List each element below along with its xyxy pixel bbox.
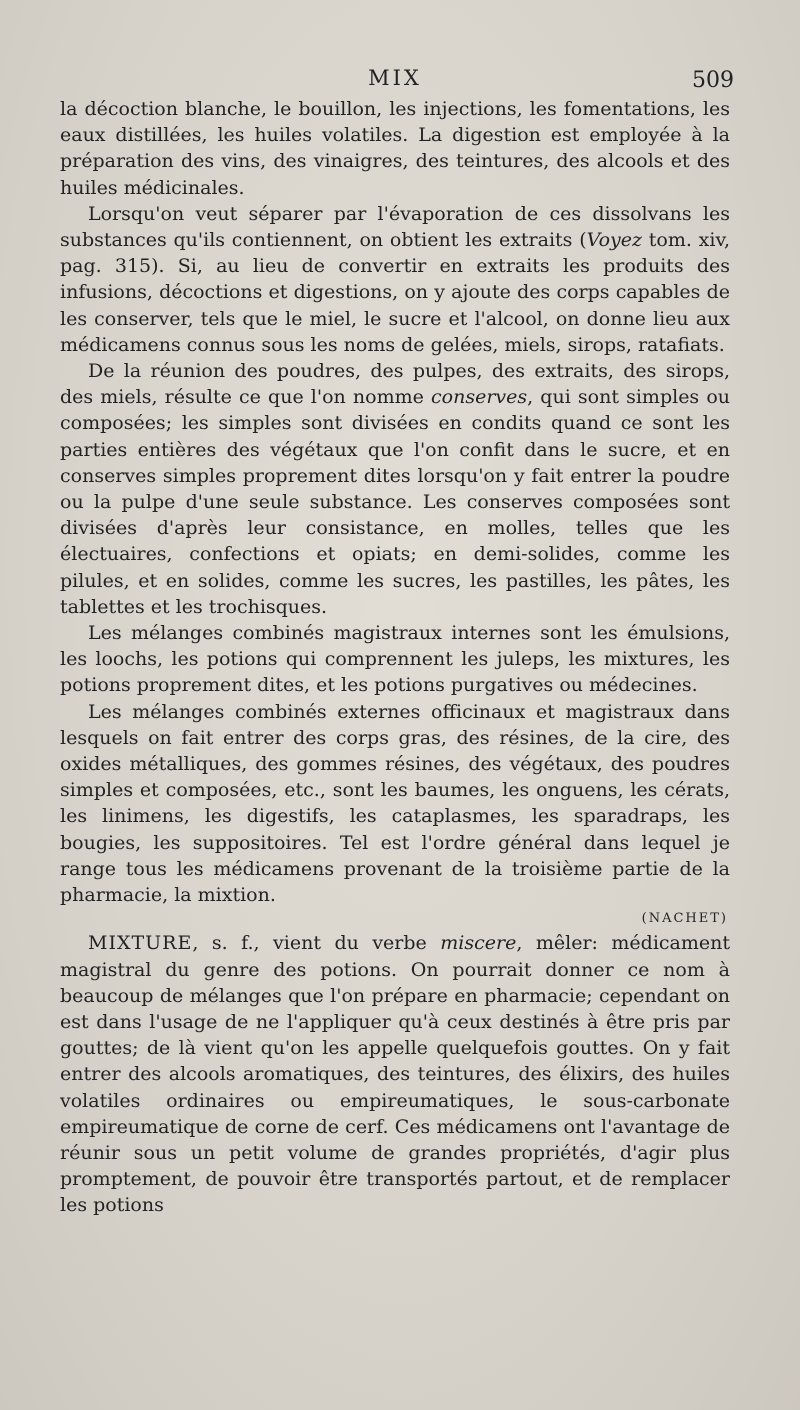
miscere-term: miscere [440,932,517,955]
conserves-term: conserves [431,386,528,409]
page-number: 509 [692,68,734,93]
entry-mixture [60,930,730,1218]
paragraph-extraits-part-a: Lorsqu'on veut séparer par l'évaporation de ces dissolvans les substances qu'ils contiennent, on obtient les extraits ( [60,202,730,252]
entry-mixture-part-b: , mêler: médicament magistral du genre des potions. On pourrait donner ce nom à beaucoup de mélanges que l'on prépare en pharmacie; cependant on est dans l'usage de ne l'appliquer qu'à ceux destinés à être pris par gouttes; de là vient qu'on les appelle quelquefois gouttes. On y fait entrer des alcools aromatiques, des teintures, des élixirs, des huiles volatiles ordinaires ou empireumatiques, le sous-carbonate empireumatique de corne de cerf. Ces médicamens ont l'avantage de réunir sous un petit volume de grandes propriétés, d'agir plus promptement, de pouvoir être transportés partout, et de remplacer les potions [60,932,731,1217]
page-header [60,62,734,96]
paragraph-conserves-part-b: , qui sont simples ou composées; les simples sont divisées en condits quand ce sont les parties entières des végétaux que l'on confit dans le sucre, et en conserves simples proprement dites lorsqu'on y fait entrer la poudre ou la pulpe d'une seule substance. Les conserves composées sont divisées d'après leur consistance, en molles, telles que les électuaires, confections et opiats; en demi-solides, comme les pilules, et en solides, comme les sucres, les pastilles, les pâtes, les tablettes et les trochisques. [60,386,730,618]
entry-headword: MIXTURE [88,932,193,955]
author-signature: (NACHET) [641,911,728,927]
entry-mixture-part-a: , s. f., vient du verbe [192,932,441,955]
paragraph-extraits-part-b: tom. xiv, pag. 315). Si, au lieu de convertir en extraits les produits des infusions, décoctions et digestions, on y ajoute des corps capables de les conserver, tels que le miel, le sucre et l'alcool, on donne lieu aux médicamens connus sous les noms de gelées, miels, sirops, ratafiats. [60,229,730,356]
paragraph-externes: Les mélanges combinés externes officinaux et magistraux dans lesquels on fait entrer des corps gras, des résines, de la cire, des oxides métalliques, des gommes résines, des végétaux, des poudres simples et composées, etc., sont les baumes, les onguens, les cérats, les linimens, les digestifs, les cataplasmes, les sparadraps, les bougies, les suppositoires. Tel est l'ordre général dans lequel je range tous les médicamens provenant de la troisième partie de la pharmacie, la mixtion. [60,700,730,907]
paragraph-extraits [60,201,730,358]
running-head: MIX [368,66,422,90]
paragraph-conserves-part-a: De la réunion des poudres, des pulpes, des extraits, des sirops, des miels, résulte ce que l'on nomme [60,360,730,409]
paragraph-magistraux-internes: Les mélanges combinés magistraux internes sont les émulsions, les loochs, les potions qui comprennent les juleps, les mixtures, les potions proprement dites, et les potions purgatives ou médecines. [60,622,730,697]
voyez-reference: Voyez [586,229,643,252]
body-text [60,96,730,1219]
paragraph-conserves [60,358,730,620]
paragraph-continued: la décoction blanche, le bouillon, les injections, les fomentations, les eaux distillées, les huiles volatiles. La digestion est employée à la préparation des vins, des vinaigres, des teintures, des alcools et des huiles médicinales. [60,98,730,199]
book-page [60,62,734,1219]
